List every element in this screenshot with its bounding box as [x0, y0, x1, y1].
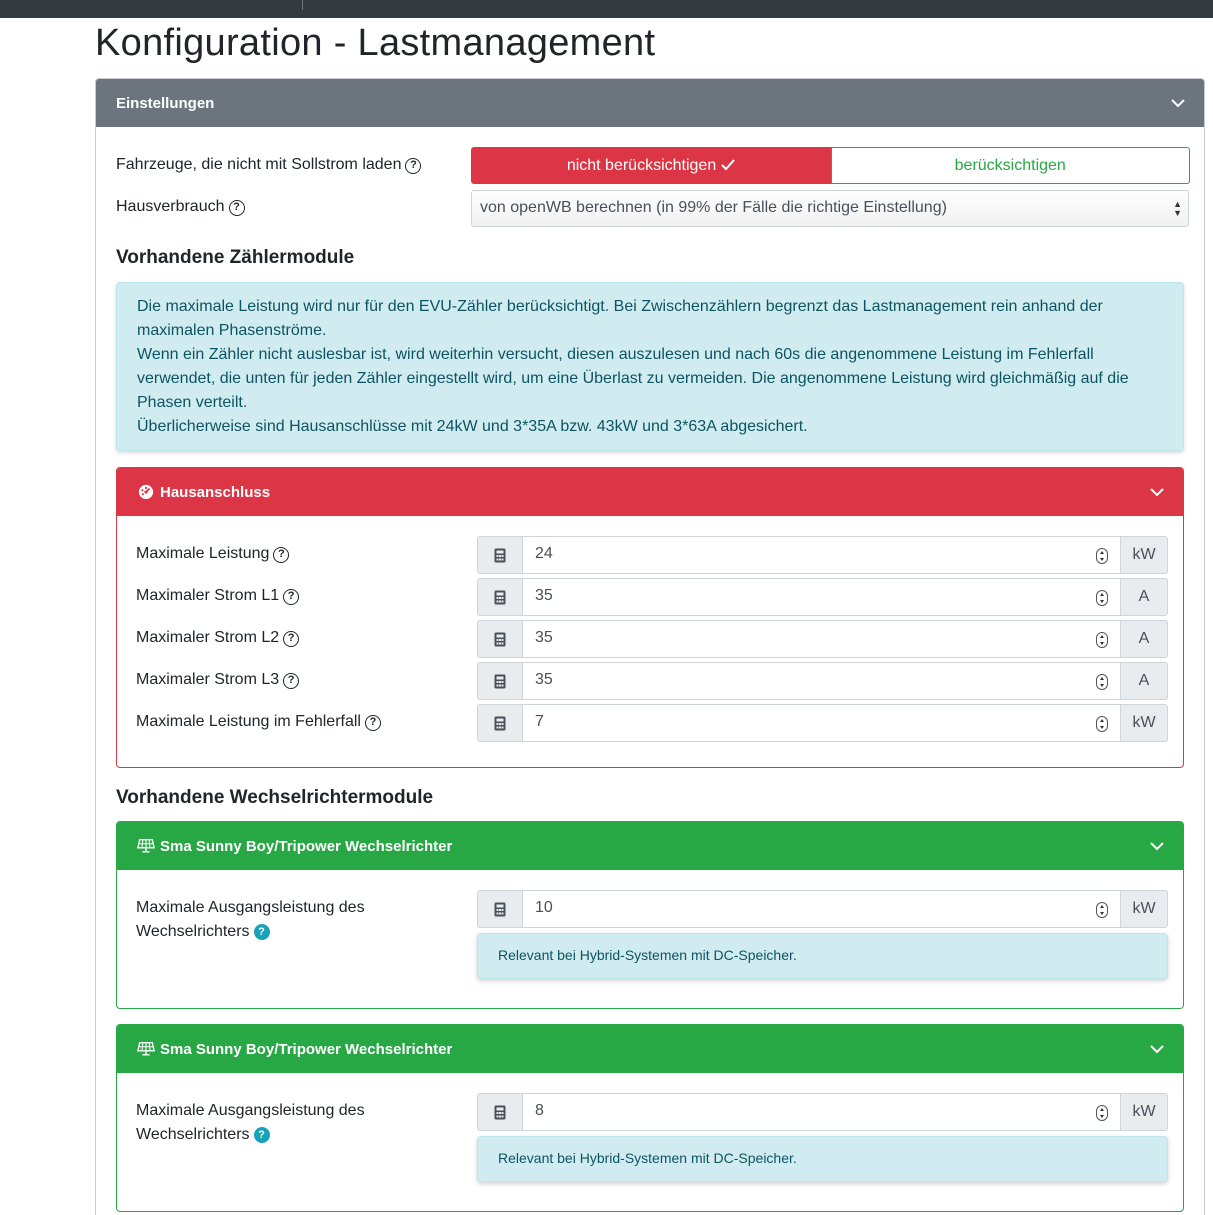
info-paragraph: Wenn ein Zähler nicht auslesbar ist, wird weiterhin versucht, diesen auszulesen und nach 60s die angenommene Leistung im Fehlerfall verwendet, die unten für jeden Zähler eingestellt wird, um eine Überlast zu vermeiden. Die angenommene Leistung wird gleichmäßig auf die Phasen verteilt. [137, 346, 1129, 411]
field-label-text: Maximale Leistung im Fehlerfall [136, 713, 361, 730]
inverter-card [116, 1024, 1184, 1212]
max-current-l2-label [136, 626, 299, 650]
calculator-icon [477, 890, 523, 928]
house-connection-header[interactable] [117, 468, 1183, 516]
calculator-icon [477, 578, 523, 616]
unit-label: A [1120, 620, 1168, 658]
spinner-icon[interactable] [1096, 632, 1108, 648]
info-paragraph: Die maximale Leistung wird nur für den EVU-Zähler berücksichtigt. Bei Zwischenzählern begrenzt das Lastmanagement rein anhand der maximalen Phasenströme. [137, 298, 1103, 339]
check-icon [721, 159, 735, 171]
input-value: 7 [535, 713, 544, 730]
spinner-icon[interactable] [1096, 902, 1108, 918]
gauge-icon [137, 484, 155, 500]
max-current-l2-input[interactable] [523, 620, 1120, 658]
chevron-down-icon[interactable] [1149, 485, 1165, 499]
house-connection-card [116, 467, 1184, 768]
info-paragraph: Überlicherweise sind Hausanschlüsse mit 24kW und 3*35A bzw. 43kW und 3*63A abgesichert. [137, 418, 808, 435]
page-title: Konfiguration - Lastmanagement [95, 22, 656, 64]
field-label-text: Maximaler Strom L3 [136, 671, 280, 688]
calculator-icon [477, 536, 523, 574]
max-power-label [136, 542, 289, 566]
vehicles-setting-label [116, 156, 421, 174]
settings-card-title: Einstellungen [116, 95, 215, 112]
unit-label: kW [1120, 890, 1168, 928]
spinner-icon[interactable] [1096, 674, 1108, 690]
chevron-down-icon[interactable] [1149, 1042, 1165, 1056]
house-consumption-select[interactable] [471, 190, 1189, 227]
house-consumption-label [116, 198, 245, 216]
calculator-icon [477, 1093, 523, 1131]
max-output-input[interactable] [523, 1093, 1120, 1131]
max-current-l3-input-group [477, 662, 1168, 700]
max-power-input-group [477, 536, 1168, 574]
inverter-card-title: Sma Sunny Boy/Tripower Wechselrichter [160, 838, 453, 855]
inverter-card-header[interactable] [117, 1025, 1183, 1073]
field-label-text: Maximaler Strom L1 [136, 587, 280, 604]
max-current-l3-label [136, 668, 299, 692]
max-output-input[interactable] [523, 890, 1120, 928]
not-consider-button[interactable] [471, 147, 831, 184]
house-select-value: von openWB berechnen (in 99% der Fälle die richtige Einstellung) [480, 199, 947, 216]
help-icon[interactable]: ? [283, 589, 299, 605]
field-label-text: Maximale Leistung [136, 545, 270, 562]
vehicles-toggle-group [471, 147, 1190, 184]
settings-card [95, 78, 1205, 1215]
unit-label: kW [1120, 536, 1168, 574]
top-navbar [0, 0, 1213, 18]
help-icon[interactable]: ? [229, 200, 245, 216]
counters-heading: Vorhandene Zählermodule [116, 247, 355, 268]
spinner-icon[interactable] [1096, 1105, 1108, 1121]
select-arrows-icon: ▲ ▼ [1173, 199, 1182, 218]
house-connection-title: Hausanschluss [160, 484, 271, 501]
help-icon[interactable]: ? [254, 924, 270, 940]
help-icon[interactable]: ? [283, 631, 299, 647]
unit-label: A [1120, 662, 1168, 700]
inverters-heading: Vorhandene Wechselrichtermodule [116, 787, 434, 808]
field-label-text: Maximale Ausgangsleistung des [136, 899, 365, 916]
house-label-text: Hausverbrauch [116, 198, 225, 215]
input-value: 35 [535, 671, 553, 688]
calculator-icon [477, 704, 523, 742]
max-current-l1-input-group [477, 578, 1168, 616]
navbar-divider [302, 0, 303, 10]
input-value: 24 [535, 545, 553, 562]
max-output-label [136, 1099, 365, 1147]
max-current-l1-input[interactable] [523, 578, 1120, 616]
not-consider-label: nicht berücksichtigen [566, 157, 717, 174]
fault-power-input[interactable] [523, 704, 1120, 742]
spinner-icon[interactable] [1096, 590, 1108, 606]
settings-card-header[interactable] [96, 79, 1204, 127]
inverter-card-header[interactable] [117, 822, 1183, 870]
chevron-down-icon[interactable] [1170, 96, 1186, 110]
help-icon[interactable]: ? [254, 1127, 270, 1143]
spinner-icon[interactable] [1096, 548, 1108, 564]
solar-panel-icon [137, 838, 155, 854]
max-output-input-group [477, 890, 1168, 928]
field-label-text: Wechselrichters [136, 923, 250, 940]
max-current-l1-label [136, 584, 299, 608]
consider-button[interactable]: berücksichtigen [831, 147, 1191, 184]
help-icon[interactable]: ? [365, 715, 381, 731]
inverter-card [116, 821, 1184, 1009]
max-output-input-group [477, 1093, 1168, 1131]
field-label-text: Maximaler Strom L2 [136, 629, 280, 646]
input-value: 8 [535, 1102, 544, 1119]
chevron-down-icon[interactable] [1149, 839, 1165, 853]
input-value: 10 [535, 899, 553, 916]
input-value: 35 [535, 587, 553, 604]
inverter-card-title: Sma Sunny Boy/Tripower Wechselrichter [160, 1041, 453, 1058]
fault-power-label [136, 710, 381, 734]
vehicles-label-text: Fahrzeuge, die nicht mit Sollstrom laden [116, 156, 402, 173]
calculator-icon [477, 662, 523, 700]
hybrid-hint: Relevant bei Hybrid-Systemen mit DC-Speicher. [477, 933, 1168, 979]
help-icon[interactable]: ? [405, 158, 421, 174]
hybrid-hint: Relevant bei Hybrid-Systemen mit DC-Speicher. [477, 1136, 1168, 1182]
input-value: 35 [535, 629, 553, 646]
counters-info-alert [116, 282, 1184, 451]
help-icon[interactable]: ? [273, 547, 289, 563]
solar-panel-icon [137, 1041, 155, 1057]
max-current-l3-input[interactable] [523, 662, 1120, 700]
max-output-label [136, 896, 365, 944]
max-power-input[interactable] [523, 536, 1120, 574]
help-icon[interactable]: ? [283, 673, 299, 689]
fault-power-input-group [477, 704, 1168, 742]
unit-label: A [1120, 578, 1168, 616]
field-label-text: Wechselrichters [136, 1126, 250, 1143]
calculator-icon [477, 620, 523, 658]
unit-label: kW [1120, 704, 1168, 742]
max-current-l2-input-group [477, 620, 1168, 658]
spinner-icon[interactable] [1096, 716, 1108, 732]
field-label-text: Maximale Ausgangsleistung des [136, 1102, 365, 1119]
unit-label: kW [1120, 1093, 1168, 1131]
